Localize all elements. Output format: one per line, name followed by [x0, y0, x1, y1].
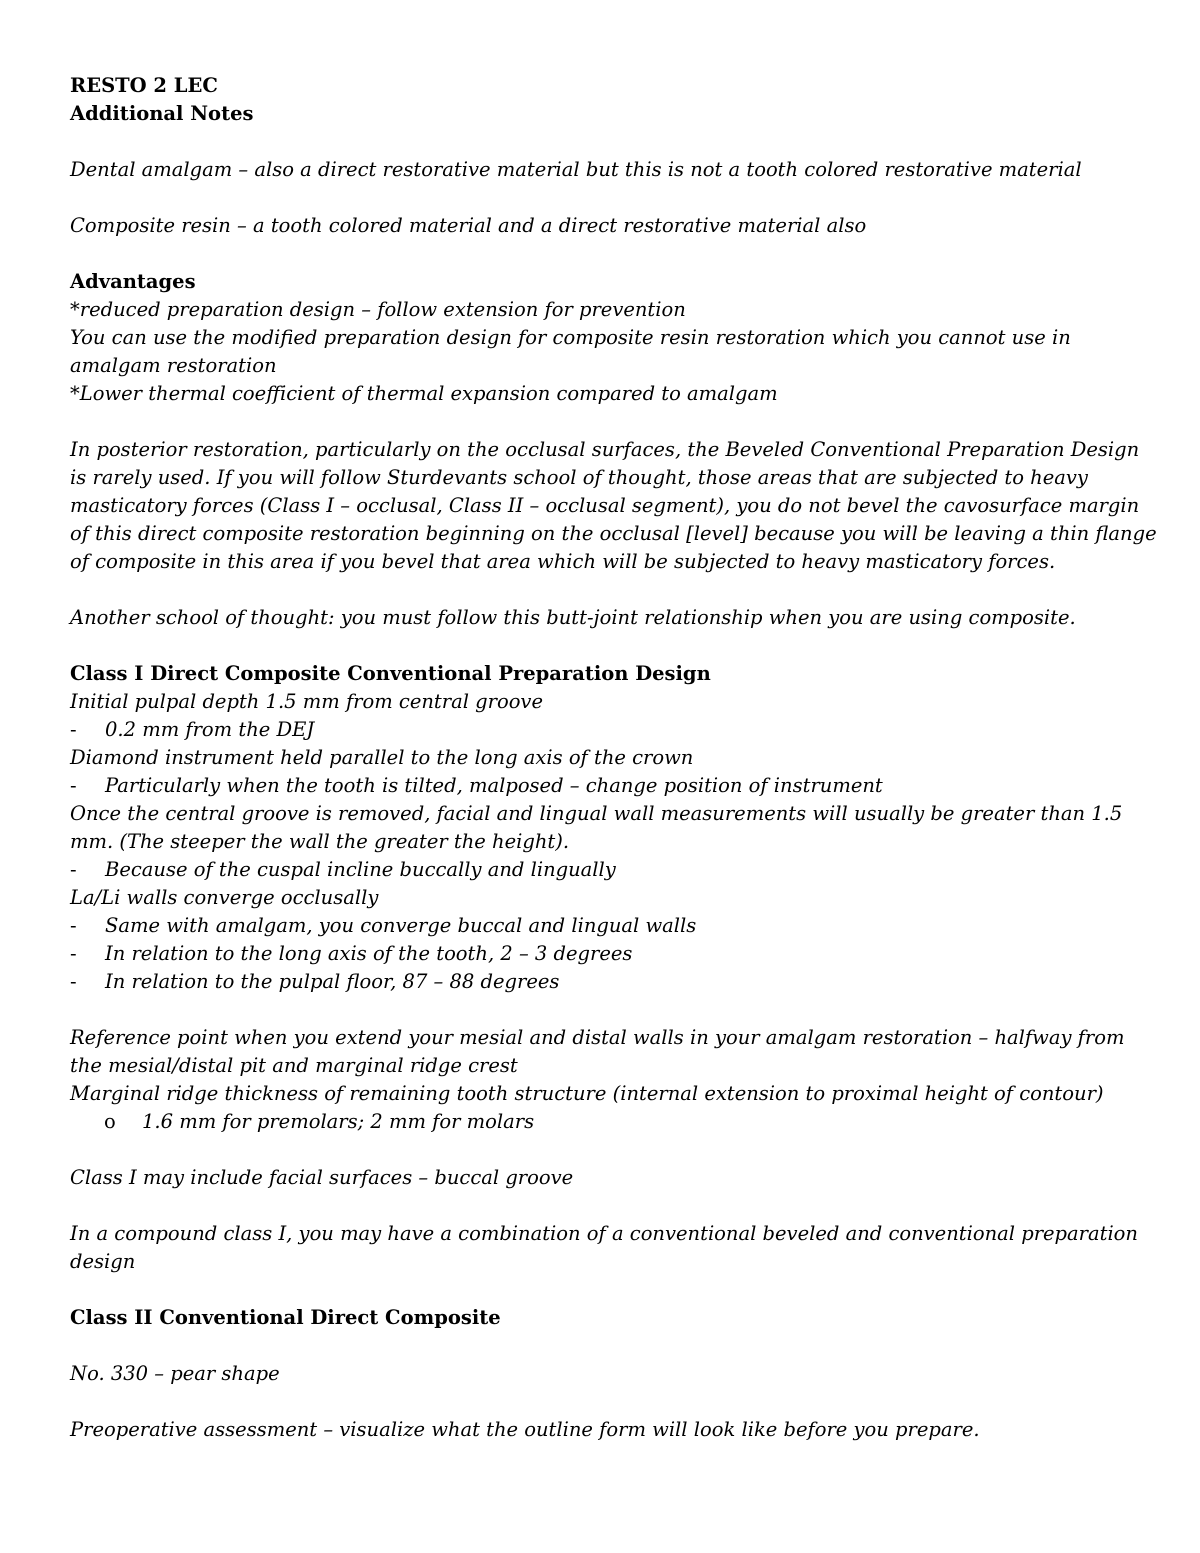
- class2-assessment: Preoperative assessment – visualize what the outline form will look like before you prepare.: [70, 1418, 980, 1441]
- dash-list-item: [70, 772, 1140, 800]
- intro-composite: Composite resin – a tooth colored material and a direct restorative material also: [70, 214, 867, 237]
- dash-item-text: Same with amalgam, you converge buccal and lingual walls: [105, 914, 697, 937]
- class2-bur: No. 330 – pear shape: [70, 1362, 280, 1385]
- posterior-line: masticatory forces (Class I – occlusal, Class II – occlusal segment), you do not bevel the cavosurface margin: [70, 494, 1140, 517]
- dash-item-text: Particularly when the tooth is tilted, malposed – change position of instrument: [105, 774, 883, 797]
- document-page: [70, 72, 1157, 1444]
- dash-marker: -: [70, 858, 77, 881]
- dash-marker: -: [70, 942, 77, 965]
- spacer: [70, 996, 1140, 1024]
- class1-walls: La/Li walls converge occlusally: [70, 886, 379, 909]
- spacer: [70, 1332, 1140, 1360]
- class2-heading: Class II Conventional Direct Composite: [70, 1306, 501, 1329]
- advantages-line: *Lower thermal coefficient of thermal expansion compared to amalgam: [70, 382, 778, 405]
- circle-item-text: 1.6 mm for premolars; 2 mm for molars: [142, 1110, 535, 1133]
- posterior-line: of composite in this area if you bevel that area which will be subjected to heavy masticatory forces.: [70, 550, 1056, 573]
- class1-compound: design: [70, 1250, 136, 1273]
- advantages-heading: Advantages: [70, 270, 196, 293]
- dash-marker: -: [70, 718, 77, 741]
- spacer: [70, 576, 1140, 604]
- dash-item-text: Because of the cuspal incline buccally and lingually: [105, 858, 616, 881]
- spacer: [70, 408, 1140, 436]
- class1-reference: the mesial/distal pit and marginal ridge crest: [70, 1054, 518, 1077]
- advantages-line: amalgam restoration: [70, 354, 277, 377]
- posterior-line: is rarely used. If you will follow Sturdevants school of thought, those areas that are subjected to heavy: [70, 466, 1088, 489]
- posterior-line: of this direct composite restoration beginning on the occlusal [level] because you will be leaving a thin flange: [70, 522, 1157, 545]
- dash-list-item: [70, 912, 1140, 940]
- spacer: [70, 128, 1140, 156]
- dash-marker: -: [70, 774, 77, 797]
- dash-marker: -: [70, 914, 77, 937]
- spacer: [70, 1276, 1140, 1304]
- advantages-line: *reduced preparation design – follow extension for prevention: [70, 298, 686, 321]
- circle-bullet-marker: o: [104, 1110, 116, 1133]
- class1-reference: Reference point when you extend your mesial and distal walls in your amalgam restoration – halfway from: [70, 1026, 1125, 1049]
- dash-item-text: In relation to the pulpal floor, 87 – 88 degrees: [105, 970, 560, 993]
- spacer: [70, 1388, 1140, 1416]
- dash-list-item: [70, 940, 1140, 968]
- circle-list-item: [70, 1108, 1140, 1136]
- document-title: RESTO 2 LEC: [70, 74, 218, 97]
- intro-amalgam: Dental amalgam – also a direct restorative material but this is not a tooth colored restorative material: [70, 158, 1082, 181]
- spacer: [70, 240, 1140, 268]
- dash-list-item: [70, 968, 1140, 996]
- spacer: [70, 184, 1140, 212]
- dash-item-text: In relation to the long axis of the tooth, 2 – 3 degrees: [105, 942, 633, 965]
- dash-list-item: [70, 716, 1140, 744]
- spacer: [70, 632, 1140, 660]
- dash-item-text: 0.2 mm from the DEJ: [105, 718, 315, 741]
- dash-list-item: [70, 856, 1140, 884]
- dash-marker: -: [70, 970, 77, 993]
- class1-depth: Initial pulpal depth 1.5 mm from central groove: [70, 690, 543, 713]
- class1-diamond: Diamond instrument held parallel to the long axis of the crown: [70, 746, 694, 769]
- class1-heading: Class I Direct Composite Conventional Preparation Design: [70, 662, 711, 685]
- posterior-line: In posterior restoration, particularly on the occlusal surfaces, the Beveled Conventional Preparation Design: [70, 438, 1140, 461]
- spacer: [70, 1136, 1140, 1164]
- advantages-line: You can use the modified preparation design for composite resin restoration which you cannot use in: [70, 326, 1071, 349]
- class1-once: Once the central groove is removed, facial and lingual wall measurements will usually be greater than 1.5: [70, 802, 1123, 825]
- spacer: [70, 1192, 1140, 1220]
- class1-once: mm. (The steeper the wall the greater the height).: [70, 830, 570, 853]
- class1-marginal: Marginal ridge thickness of remaining tooth structure (internal extension to proximal height of contour): [70, 1082, 1104, 1105]
- another-school: Another school of thought: you must follow this butt-joint relationship when you are using composite.: [70, 606, 1076, 629]
- class1-facial: Class I may include facial surfaces – buccal groove: [70, 1166, 574, 1189]
- document-subtitle: Additional Notes: [70, 102, 254, 125]
- class1-compound: In a compound class I, you may have a combination of a conventional beveled and conventional preparation: [70, 1222, 1138, 1245]
